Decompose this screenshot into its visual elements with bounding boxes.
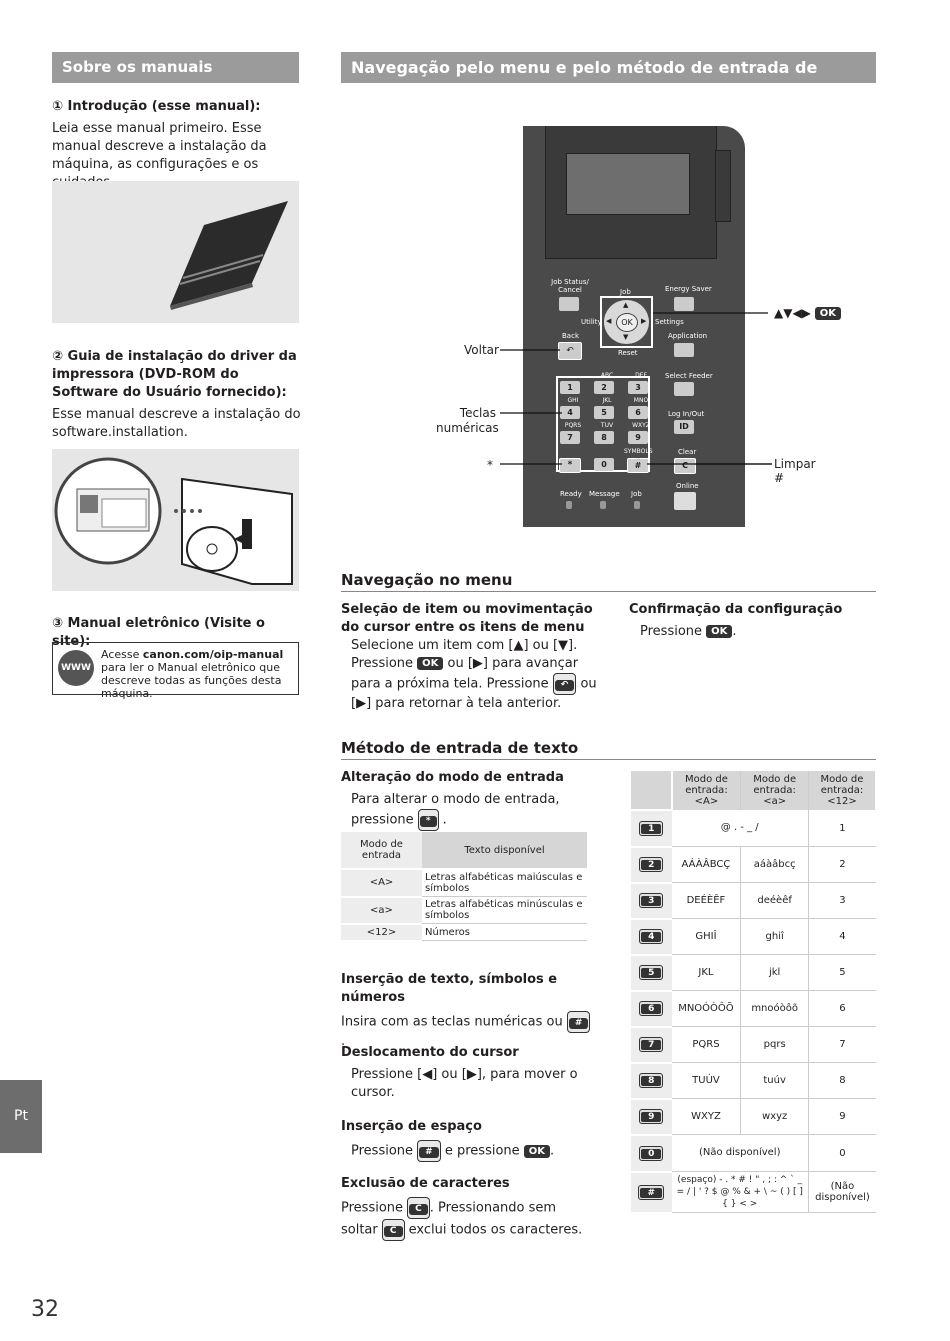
mode-a-cell: WXYZ: [672, 1099, 741, 1135]
key-cell: [631, 1063, 672, 1099]
keypad-key-7[interactable]: 7: [560, 431, 580, 444]
key-1-icon: 1: [639, 821, 663, 836]
text-insert-body: Insira com as teclas numéricas ou # .: [341, 1011, 591, 1051]
keypad-key-5[interactable]: 5: [594, 406, 614, 419]
mode-a-cell: GHIÎ: [672, 919, 741, 955]
callout-hash: #: [774, 471, 785, 485]
utility-label: Utility: [581, 318, 602, 326]
nav-confirm-body: Pressione OK .: [640, 624, 737, 639]
table-row: [631, 1063, 876, 1099]
mode-a-cell: (espaço) - . * # ! " , ; : ^ ` _ = / | ' ? $ @ % & + \ ~ ( ) [ ] { } < >: [672, 1172, 809, 1213]
job-label: Job: [620, 288, 631, 296]
manual-book-illustration: [52, 181, 299, 323]
key-6-icon: 6: [639, 1001, 663, 1016]
mode-lower-cell: wxyz: [741, 1099, 809, 1135]
manual-online-title: ③ Manual eletrônico (Visite o site):: [52, 616, 265, 649]
reset-label: Reset: [618, 349, 638, 357]
text-input-title: Método de entrada de texto: [341, 739, 876, 760]
key-cell: [631, 1172, 672, 1213]
circled-number: ②: [52, 349, 64, 364]
section-header-navigation: Navegação pelo menu e pelo método de entrada de texto: [341, 52, 876, 83]
table-row: [631, 1172, 876, 1213]
callout-teclas: Teclas numéricas: [436, 406, 499, 435]
char-delete-body: Pressione C . Pressionando sem soltar C exclui todos os caracteres.: [341, 1197, 591, 1241]
input-mode-title: Alteração do modo de entrada: [341, 770, 564, 785]
key-cell: [631, 1099, 672, 1135]
text-cell: Números: [422, 924, 587, 941]
input-mode-table: [341, 832, 587, 942]
mode-lower-cell: ghiî: [741, 919, 809, 955]
back-key-icon: ↶: [553, 673, 577, 695]
table-header: Texto disponível: [422, 832, 587, 869]
key-0-icon: 0: [639, 1146, 663, 1161]
mode-lower-cell: jkl: [741, 955, 809, 991]
up-arrow-icon[interactable]: ▲: [623, 301, 629, 309]
mode-lower-cell: mnoóòôõ: [741, 991, 809, 1027]
keypad-key-letters: PQRS: [564, 422, 582, 429]
input-mode-body: Para alterar o modo de entrada, pressione * .: [341, 791, 591, 831]
manual-url-link[interactable]: canon.com/oip-manual: [142, 648, 284, 661]
circled-number: ③: [52, 616, 64, 631]
key-cell: [631, 883, 672, 919]
nav-selection: [341, 601, 601, 713]
manual-intro-title: Introdução (esse manual):: [67, 99, 261, 114]
keypad-key-2[interactable]: 2: [594, 381, 614, 394]
job-indicator-label: Job: [631, 490, 642, 498]
keypad-key-letters: WXYZ: [632, 422, 650, 429]
application-label: Application: [668, 332, 708, 340]
clear-key-icon: C: [407, 1197, 430, 1219]
cursor-move-body: Pressione [◀] ou [▶], para mover o cursor.: [351, 1067, 578, 1100]
keypad-key-8[interactable]: 8: [594, 431, 614, 444]
circled-number: ①: [52, 99, 64, 114]
callout-voltar: Voltar: [464, 343, 499, 357]
mode-a-cell: (Não disponível): [672, 1135, 809, 1172]
nav-menu-title: Navegação no menu: [341, 571, 876, 592]
online-button[interactable]: [674, 492, 696, 510]
clear-label: Clear: [678, 448, 697, 456]
table-row: [631, 810, 876, 847]
job-indicator: [634, 501, 640, 509]
star-key[interactable]: *: [559, 458, 581, 473]
table-row: [631, 919, 876, 955]
key-cell: [631, 919, 672, 955]
callout-lines: [490, 300, 790, 480]
mode-a-cell: PQRS: [672, 1027, 741, 1063]
mode-num-cell: 7: [808, 1027, 876, 1063]
nav-selection-title: Seleção de item ou movimentação do cursor entre os itens de menu: [341, 602, 593, 635]
hash-key-icon: #: [417, 1140, 441, 1162]
key-#-icon: #: [638, 1185, 664, 1200]
mode-a-cell: AÁÀÂBCÇ: [672, 847, 741, 883]
char-delete-title: Exclusão de caracteres: [341, 1176, 510, 1191]
table-header: [631, 771, 672, 810]
symbols-label: SYMBOLS: [624, 448, 653, 455]
callout-star: *: [487, 458, 493, 472]
table-header: Modo de entrada: [341, 832, 422, 869]
key-5-icon: 5: [639, 965, 663, 980]
mode-a-cell: TUÚV: [672, 1063, 741, 1099]
clear-key-icon: C: [382, 1219, 405, 1241]
mode-num-cell: 8: [808, 1063, 876, 1099]
section-header-manuals: Sobre os manuais: [52, 52, 299, 83]
key-7-icon: 7: [639, 1037, 663, 1052]
key-3-icon: 3: [639, 893, 663, 908]
text-insert: [341, 971, 591, 1051]
key-2-icon: 2: [639, 857, 663, 872]
key-4-icon: 4: [639, 929, 663, 944]
table-row: [631, 955, 876, 991]
id-button[interactable]: ID: [674, 420, 694, 434]
key-cell: [631, 810, 672, 847]
message-indicator: [600, 501, 606, 509]
right-arrow-icon[interactable]: ▶: [641, 317, 647, 325]
callout-arrows: ▲▼◀▶ OK: [774, 306, 841, 320]
mode-a-cell: DEÉÈÊF: [672, 883, 741, 919]
text-cell: Letras alfabéticas minúsculas e símbolos: [422, 897, 587, 924]
table-row: [631, 847, 876, 883]
hash-key-icon: #: [567, 1011, 591, 1033]
keypad-key-4[interactable]: 4: [560, 406, 580, 419]
cursor-move: [341, 1044, 591, 1102]
text-cell: Letras alfabéticas maiúsculas e símbolos: [422, 869, 587, 897]
globe-icon: WWW: [58, 650, 94, 686]
select-feeder-label: Select Feeder: [665, 372, 713, 380]
table-header: Modo de entrada: <A>: [672, 771, 741, 810]
input-mode-change: [341, 769, 591, 831]
mode-num-cell: 0: [808, 1135, 876, 1172]
ok-button[interactable]: OK: [616, 313, 638, 332]
manual-intro-body: Leia esse manual primeiro. Esse manual descreve a instalação da máquina, as configurações e os: [52, 121, 267, 172]
table-row: [341, 897, 587, 924]
ready-label: Ready: [560, 490, 582, 498]
keypad-key-9[interactable]: 9: [628, 431, 648, 444]
left-arrow-icon[interactable]: ◀: [606, 317, 612, 325]
ok-key-icon: OK: [417, 657, 443, 670]
online-label: Online: [676, 482, 699, 490]
ok-key-icon: OK: [815, 307, 841, 320]
mode-cell: <12>: [341, 924, 422, 941]
keypad-key-letters: MNO: [633, 397, 649, 404]
manual-driver-body: Esse manual descreve a instalação do software.installation.: [52, 407, 301, 440]
keypad-key-1[interactable]: 1: [560, 381, 580, 394]
nav-confirm: [629, 601, 879, 641]
keypad-key-letters: JKL: [602, 397, 612, 404]
table-row: [631, 991, 876, 1027]
table-row: [631, 1099, 876, 1135]
job-status-label: Job Status/ Cancel: [551, 278, 589, 294]
mode-num-cell: 1: [808, 810, 876, 847]
manual-driver-title: Guia de instalação do driver da impressora (DVD-ROM do Software do Usuário fornecido):: [52, 349, 297, 400]
mode-cell: <a>: [341, 897, 422, 924]
mode-num-cell: 9: [808, 1099, 876, 1135]
table-header: Modo de entrada: <a>: [741, 771, 809, 810]
mode-lower-cell: pqrs: [741, 1027, 809, 1063]
mode-lower-cell: deéèêf: [741, 883, 809, 919]
nav-selection-body: Selecione um item com [▲] ou [▼]. Pressione OK ou [▶] para avançar para a próxima tela. Pressione ↶ ou [▶] para retornar à tela anterior.: [351, 638, 597, 711]
keypad-key-letters: TUV: [600, 422, 614, 429]
clear-button[interactable]: C: [674, 458, 696, 474]
mode-cell: <A>: [341, 869, 422, 897]
space-insert-body: Pressione # e pressione OK .: [341, 1140, 591, 1162]
settings-label: Settings: [655, 318, 684, 326]
ready-indicator: [566, 501, 572, 509]
key-cell: [631, 955, 672, 991]
space-insert-title: Inserção de espaço: [341, 1119, 482, 1134]
ok-key-icon: OK: [706, 625, 732, 638]
callout-limpar: Limpar #: [774, 457, 816, 485]
text-insert-title: Inserção de texto, símbolos e números: [341, 972, 558, 1005]
table-header: Modo de entrada: <12>: [808, 771, 876, 810]
key-cell: [631, 1027, 672, 1063]
mode-a-cell: MNOÓÒÔÕ: [672, 991, 741, 1027]
online-manual-text: Acesse canon.com/oip-manual para ler o Manual eletrônico que descreve todas as funções desta máquina.: [101, 648, 284, 700]
mode-num-cell: 6: [808, 991, 876, 1027]
key-9-icon: 9: [639, 1109, 663, 1124]
keypad-key-6[interactable]: 6: [628, 406, 648, 419]
key-cell: [631, 1135, 672, 1172]
keypad-key-letters: GHI: [567, 397, 579, 404]
mode-a-cell: JKL: [672, 955, 741, 991]
panel-display-bezel: [545, 126, 717, 259]
keypad-key-letters: DEF: [635, 372, 647, 379]
message-label: Message: [589, 490, 620, 498]
table-row: [631, 1135, 876, 1172]
dvd-install-icon: [52, 449, 299, 591]
page-number: 32: [31, 1297, 59, 1322]
manual-driver: [52, 348, 302, 442]
energy-saver-label: Energy Saver: [665, 285, 712, 293]
nav-confirm-title: Confirmação da configuração: [629, 602, 843, 617]
cursor-move-title: Deslocamento do cursor: [341, 1045, 519, 1060]
key-8-icon: 8: [639, 1073, 663, 1088]
book-icon: [52, 181, 299, 323]
mode-lower-cell: aáàâbcç: [741, 847, 809, 883]
mode-num-cell: (Não disponível): [808, 1172, 876, 1213]
char-delete: [341, 1175, 591, 1241]
lcd-screen: [566, 153, 690, 215]
online-manual-box: [52, 642, 299, 700]
dvd-illustration: [52, 449, 299, 591]
key-cell: [631, 847, 672, 883]
mode-num-cell: 5: [808, 955, 876, 991]
down-arrow-icon[interactable]: ▼: [623, 333, 629, 341]
table-row: [631, 883, 876, 919]
key-cell: [631, 991, 672, 1027]
zero-key[interactable]: 0: [594, 458, 614, 471]
language-tab: Pt: [0, 1080, 42, 1153]
table-row: [341, 924, 587, 941]
back-label: Back: [562, 332, 579, 340]
mode-a-cell: @ . - _ /: [672, 810, 809, 847]
hash-key[interactable]: #: [627, 458, 649, 473]
star-key-icon: *: [418, 809, 439, 831]
keypad-key-3[interactable]: 3: [628, 381, 648, 394]
mode-num-cell: 4: [808, 919, 876, 955]
key-character-table: [631, 771, 877, 1214]
table-row: [631, 1027, 876, 1063]
space-insert: [341, 1118, 591, 1162]
panel-side-tab: [715, 150, 731, 222]
manual-intro: [52, 98, 302, 192]
login-label: Log In/Out: [668, 410, 705, 418]
table-row: [341, 869, 587, 897]
keypad-key-letters: ABC: [600, 372, 614, 379]
mode-num-cell: 2: [808, 847, 876, 883]
mode-num-cell: 3: [808, 883, 876, 919]
back-arrow-icon: ↶: [566, 346, 574, 356]
ok-key-icon: OK: [524, 1145, 550, 1158]
mode-lower-cell: tuúv: [741, 1063, 809, 1099]
